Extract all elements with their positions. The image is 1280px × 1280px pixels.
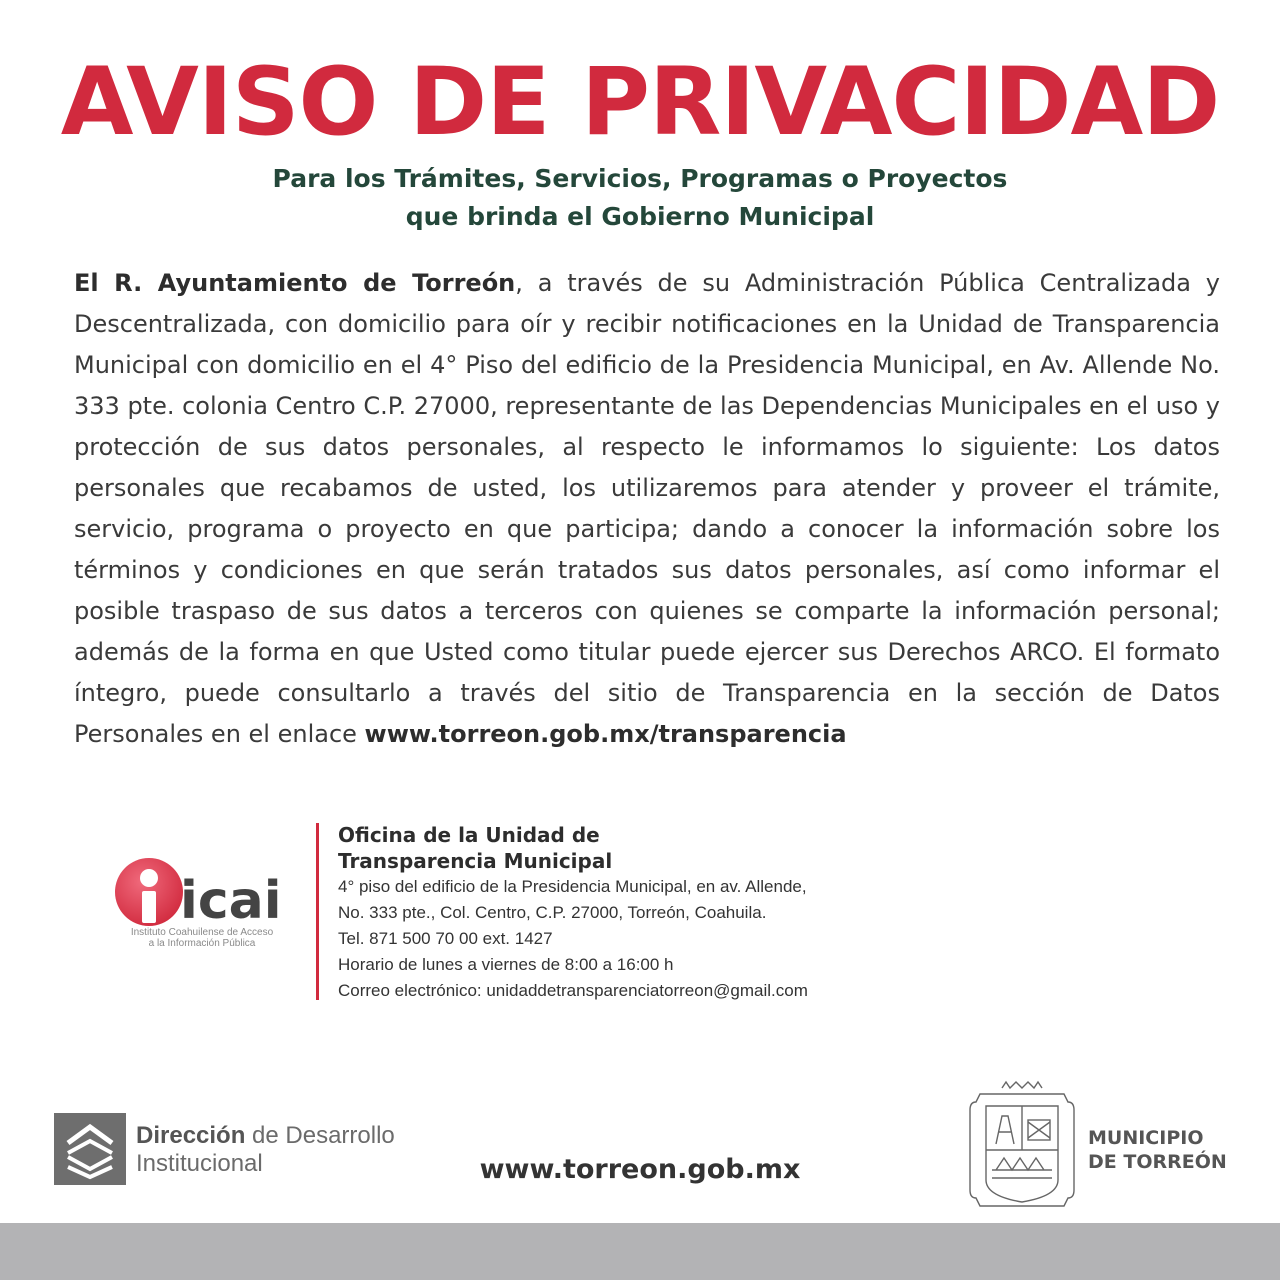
subtitle-line-1: Para los Trámites, Servicios, Programas o Proyectos bbox=[272, 164, 1008, 193]
office-address-line-2: No. 333 pte., Col. Centro, C.P. 27000, Torreón, Coahuila. bbox=[338, 903, 767, 922]
municipio-line-2: DE TORREÓN bbox=[1088, 1151, 1227, 1173]
icai-description-line-2: a la Información Pública bbox=[148, 938, 256, 949]
municipio-line-1: MUNICIPIO bbox=[1088, 1127, 1204, 1149]
office-address-line-1: 4° piso del edificio de la Presidencia Municipal, en av. Allende, bbox=[338, 877, 807, 896]
icai-description bbox=[112, 927, 292, 949]
subtitle-line-2: que brinda el Gobierno Municipal bbox=[405, 202, 875, 231]
office-address bbox=[338, 874, 898, 1004]
office-hours: Horario de lunes a viernes de 8:00 a 16:00 h bbox=[338, 955, 674, 974]
icai-logo-text: icai bbox=[180, 871, 282, 931]
office-title-line-2: Transparencia Municipal bbox=[338, 849, 613, 873]
direccion-rest: de Desarrollo bbox=[245, 1122, 395, 1149]
entity-name: El R. Ayuntamiento de Torreón bbox=[74, 269, 516, 297]
torreon-coat-of-arms bbox=[966, 1080, 1078, 1215]
transparency-link[interactable]: www.torreon.gob.mx/transparencia bbox=[364, 720, 847, 748]
office-title-line-1: Oficina de la Unidad de bbox=[338, 823, 600, 847]
direccion-strong: Dirección bbox=[136, 1122, 246, 1149]
office-contact-block bbox=[338, 822, 898, 1004]
notice-body: , a través de su Administración Pública Centralizada y Descentralizada, con domicilio para oír y recibir notificaciones en la Unidad de Transparencia Municipal con domicilio en el 4° Piso del edificio de la Presidencia Municipal, en Av. Allende No. 333 pte. colonia Centro C.P. 27000, representante de las Dependencias Municipales en el uso y protección de sus datos personales, al respecto le informamos lo siguiente: Los datos personales que recabamos de usted, los utilizaremos para atender y proveer el trámite, servicio, programa o proyecto en que participa; dando a conocer la información sobre los términos y condiciones en que serán tratados sus datos personales, así como informar el posible traspaso de sus datos a terceros con quienes se comparte la información personal; además de la forma en que Usted como titular puede ejercer sus Derechos ARCO. El formato íntegro, puede consultarlo a través del sitio de Transparencia en la sección de Datos Personales en el enlace bbox=[74, 269, 1221, 748]
page-subtitle bbox=[0, 160, 1280, 236]
direccion-line-2: Institucional bbox=[136, 1150, 263, 1177]
footer-website-link[interactable]: www.torreon.gob.mx bbox=[479, 1154, 801, 1185]
office-phone: Tel. 871 500 70 00 ext. 1427 bbox=[338, 929, 553, 948]
page-title: AVISO DE PRIVACIDAD bbox=[60, 48, 1220, 157]
municipio-name bbox=[1088, 1126, 1227, 1174]
privacy-notice-paragraph bbox=[74, 263, 1220, 755]
bottom-bar bbox=[0, 1223, 1280, 1280]
icai-description-line-1: Instituto Coahuilense de Acceso bbox=[130, 927, 274, 938]
office-email[interactable]: Correo electrónico: unidaddetransparenciatorreon@gmail.com bbox=[338, 981, 808, 1000]
office-title bbox=[338, 822, 898, 874]
contact-divider bbox=[316, 823, 319, 1000]
